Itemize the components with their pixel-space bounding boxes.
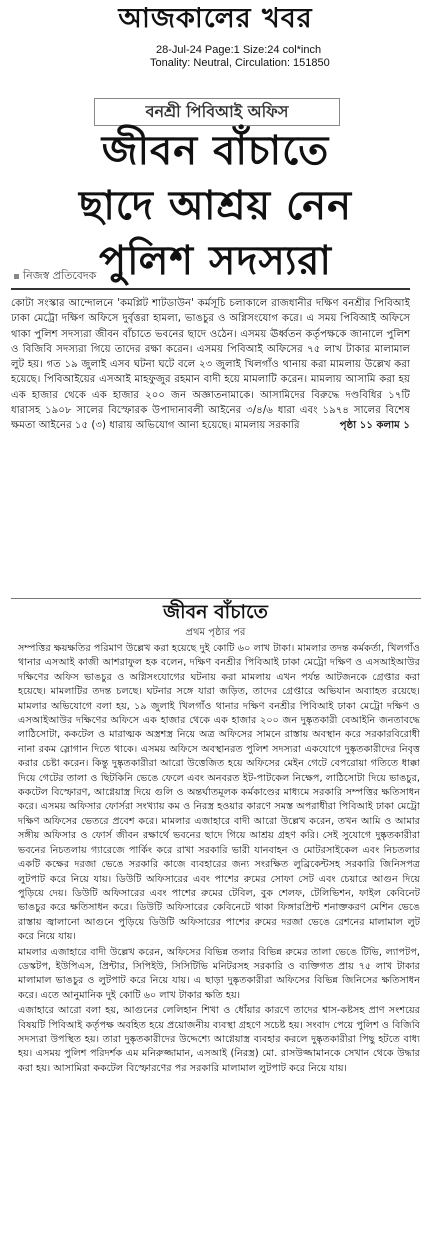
jump-headline: জীবন বাঁচাতে — [163, 601, 268, 623]
byline — [14, 267, 96, 286]
article-paragraph: মামলার এজাহারে বাদী উল্লেখ করেন, অফিসের বিভিন্ন তলার বিভিন্ন রুমের তালা ভেঙে টিভি, ল্যাপটপ, ডেস্কটপ, ইউপিএস, প্রিন্টার, সিপিইউ, সিসিটিভি মনিটরসহ সরকারি ও ব্যক্তিগত প্রায় ৭৫ লাখ টাকার মালামাল ভাঙচুর ও লুটপাট করে নিয়ে যায়। এ ছাড়া দুষ্কৃতকারীরা অফিসের বিভিন্ন জিনিসের ক্ষতিসাধন করে। এতে আনুমানিক দুই কোটি ৬০ লাখ টাকার ক্ষতি হয়। — [18, 946, 420, 1001]
clipping-meta-date-page: 28-Jul-24 Page:1 Size:24 col*inch — [156, 44, 322, 56]
headline-kicker: বনশ্রী পিবিআই অফিস — [94, 98, 340, 126]
headline — [0, 124, 431, 289]
continued-article — [18, 642, 420, 1240]
bullet-icon — [14, 274, 19, 279]
front-page-article — [11, 288, 410, 608]
clipping-meta-tonality: Tonality: Neutral, Circulation: 151850 — [150, 57, 330, 69]
front-page-text: কোটা সংস্কার আন্দোলনে 'কমপ্লিট শাটডাউন' কর্মসূচি চলাকালে রাজধানীর দক্ষিণ বনশ্রীর পিবিআই ঢাকা মেট্রো দক্ষিণ অফিসে দুর্বৃত্তরা হামলা, ভাঙচুর ও অগ্নিসংযোগ করে। এ সময় পিবিআই অফিসে থাকা পুলিশ সদস্যরা জীবন বাঁচাতে ভবনের ছাদে ওঠেন। এসময় ঊর্ধ্বতন কর্তৃপক্ষকে জানালে পুলিশ ও বিজিবি সদস্যরা গিয়ে তাদের রক্ষা করেন। এসময় পিবিআই অফিসের ৭৫ লাখ টাকার মালামাল লুট হয়। গত ১৯ জুলাই এসব ঘটনা ঘটে বলে ২৩ জুলাই খিলগাঁও থানায় করা মামলায় উল্লেখ করা হয়েছে। পিবিআইয়ের এসআই মাহফুজুর রহমান বাদী হয়ে মামলাটি করেন। মামলায় আসামি করা হয় এক হাজার থেকে এক হাজার ২০০ জন অজ্ঞাতনামাকে। আসামিদের বিরুদ্ধে দণ্ডবিধির ১৭টি ধারাসহ ১৯০৮ সালের বিস্ফোরক উপাদানাবলী আইনের ৩/৪/৬ ধারা এবং ১৯৭৪ সালের বিশেষ ক্ষমতা আইনের ১৫ (৩) ধারায় অভিযোগ আনা হয়েছে। মামলায় সরকারি — [11, 298, 410, 432]
newspaper-masthead: আজকালের খবর — [118, 3, 313, 34]
clipping-meta — [150, 44, 431, 70]
headline-line-2: ছাদে আশ্রয় নেন — [78, 183, 353, 229]
headline-line-3: পুলিশ সদস্যরা — [98, 238, 333, 284]
jump-subheading: প্রথম পৃষ্ঠার পর — [185, 627, 246, 638]
article-paragraph: এজাহারে আরো বলা হয়, আগুনের লেলিহান শিখা ও ধোঁয়ার কারণে তাদের শ্বাস-কষ্টসহ প্রাণ সংশয়ের বিষয়টি পিবিআই কর্তৃপক্ষ অবহিত হয়ে প্রয়োজনীয় ব্যবস্থা গ্রহণে সচেষ্ট হয়। সংবাদ পেয়ে পুলিশ ও বিজিবি সদস্যরা উপস্থিত হয়। তারা দুষ্কৃতকারীদের উদ্দেশ্যে আগ্নেয়াস্ত্র ব্যবহার করলে দুষ্কৃতকারীরা পিছু হটতে বাধ্য হয়। এসময় পুলিশ পরিদর্শক এম মনিরুজ্জামান, এসআই (নিরস্ত্র) মো. রাসউজ্জামানকে সেখান থেকে উদ্ধার করা হয়। আসামিরা ককটেল বিস্ফোরণের পর সরকারি মালামাল লুটপাট করে নিয়ে যায়। — [18, 1005, 420, 1074]
article-paragraph: সম্পত্তির ক্ষয়ক্ষতির পরিমাণ উল্লেখ করা হয়েছে দুই কোটি ৬০ লাখ টাকা। মামলার তদন্ত কর্মকর্তা, খিলগাঁও থানার এসআই কাজী আশরাফুল হক বলেন, দক্ষিণ বনশ্রীর পিবিআই ঢাকা মেট্রো দক্ষিণ ও এসআইআউর দক্ষিণের অফিস ভাঙচুর ও অগ্নিসংযোগের ঘটনায় করা মামলায় এখন পর্যন্ত আটজনকে গ্রেপ্তার করা হয়েছে। মামলাটির তদন্ত চলছে। ঘটনার সঙ্গে যারা জড়িত, তাদের গ্রেপ্তারে অভিযান অব্যাহত রয়েছে। মামলার অভিযোগে বলা হয়, ১৯ জুলাই খিলগাঁও থানার দক্ষিণ বনশ্রীর পিবিআই ঢাকা মেট্রো দক্ষিণ ও এসআইআউর দক্ষিণের অফিসে এক হাজার থেকে এক হাজার ২০০ জন দুষ্কৃতকারী বেআইনি জনতাবদ্ধে লাঠিসোটা, ককটেল ও মারাত্মক অস্ত্রশস্ত্র নিয়ে অত্র অফিসের সামনে রাস্তায় অবস্থান করে সরকারবিরোধী নানা রকম স্লোগান দিতে থাকে। এসময় অফিসে অবস্থানরত পুলিশ সদস্যরা একযোগে দুষ্কৃতকারীদের নিবৃত্ত করার চেষ্টা করেন। কিন্তু দুষ্কৃতকারীরা আরো উত্তেজিত হয়ে অফিসের মেইন গেটে বেপরোয়া গতিতে ধাক্কা দিয়ে গেটের তালা ও ছিটকিনি ভেঙে ফেলে এবং অনবরত ইট-পাটকেল নিক্ষেপ, লাঠিসোটা দিয়ে ভাঙচুর, ককটেল বিস্ফোরণ, আগ্নেয়াস্ত্র দিয়ে গুলি ও অন্তর্ঘাতমূলক কর্মকাণ্ডের মাধ্যমে সরকারি সম্পত্তির ক্ষতিসাধন করে। এসময় অফিসার ফোর্সরা সংখ্যায় কম ও নিরস্ত্র হওয়ার কারণে সমস্ত অপরাধীরা পিবিআই ঢাকা মেট্রো দক্ষিণ অফিসের ভেতরে প্রবেশ করে। মামলার এজাহারে বাদী আরো উল্লেখ করেন, তখন আমি ও আমার সঙ্গীয় অফিসার ও ফোর্স জীবন রক্ষার্থে ভবনের ছাদে গিয়ে আশ্রয় গ্রহণ করি। সেই সুযোগে দুষ্কৃতকারীরা ভবনের নিচতলায় গ্যারেজে পার্কিং করে রাখা সরকারি ভারী যানবাহন ও মোটরসাইকেল এবং নিচতলার একটি কক্ষের দরজা ভেঙে সরকারি কাজে ব্যবহারের জন্য সংরক্ষিত লুব্রিকেন্টসহ সরকারি জিনিসপত্র লুটপাট করে নিয়ে যায়। ডিউটি অফিসারের এবং পাশের রুমের সোফা সেট এবং চেয়ারে আগুন দিয়ে পুড়িয়ে দেয়। ডিউটি অফিসারের এবং পাশের রুমের টেবিল, বুক শেলফ, টেলিভিশন, ফাইল কেবিনেট ভাঙচুর করে ক্ষতিসাধন করে। ডিউটি অফিসারের কেবিনেটে থাকা ফিঙ্গারপ্রিন্ট শনাক্তকরণ মেশিন ভেঙে রাস্তায় জ্বালানো আগুনে পুড়িয়ে ডিউটি অফিসারের পাশের রুমের দরজা ভেঙে রেশনের মালামাল লুট করে নিয়ে যায়। — [18, 643, 420, 943]
headline-line-1: জীবন বাঁচাতে — [101, 128, 330, 174]
byline-text: নিজস্ব প্রতিবেদক — [23, 269, 97, 282]
continuation-note: পৃষ্ঠা ১১ কলাম ১ — [339, 420, 410, 432]
section-divider — [11, 598, 421, 599]
